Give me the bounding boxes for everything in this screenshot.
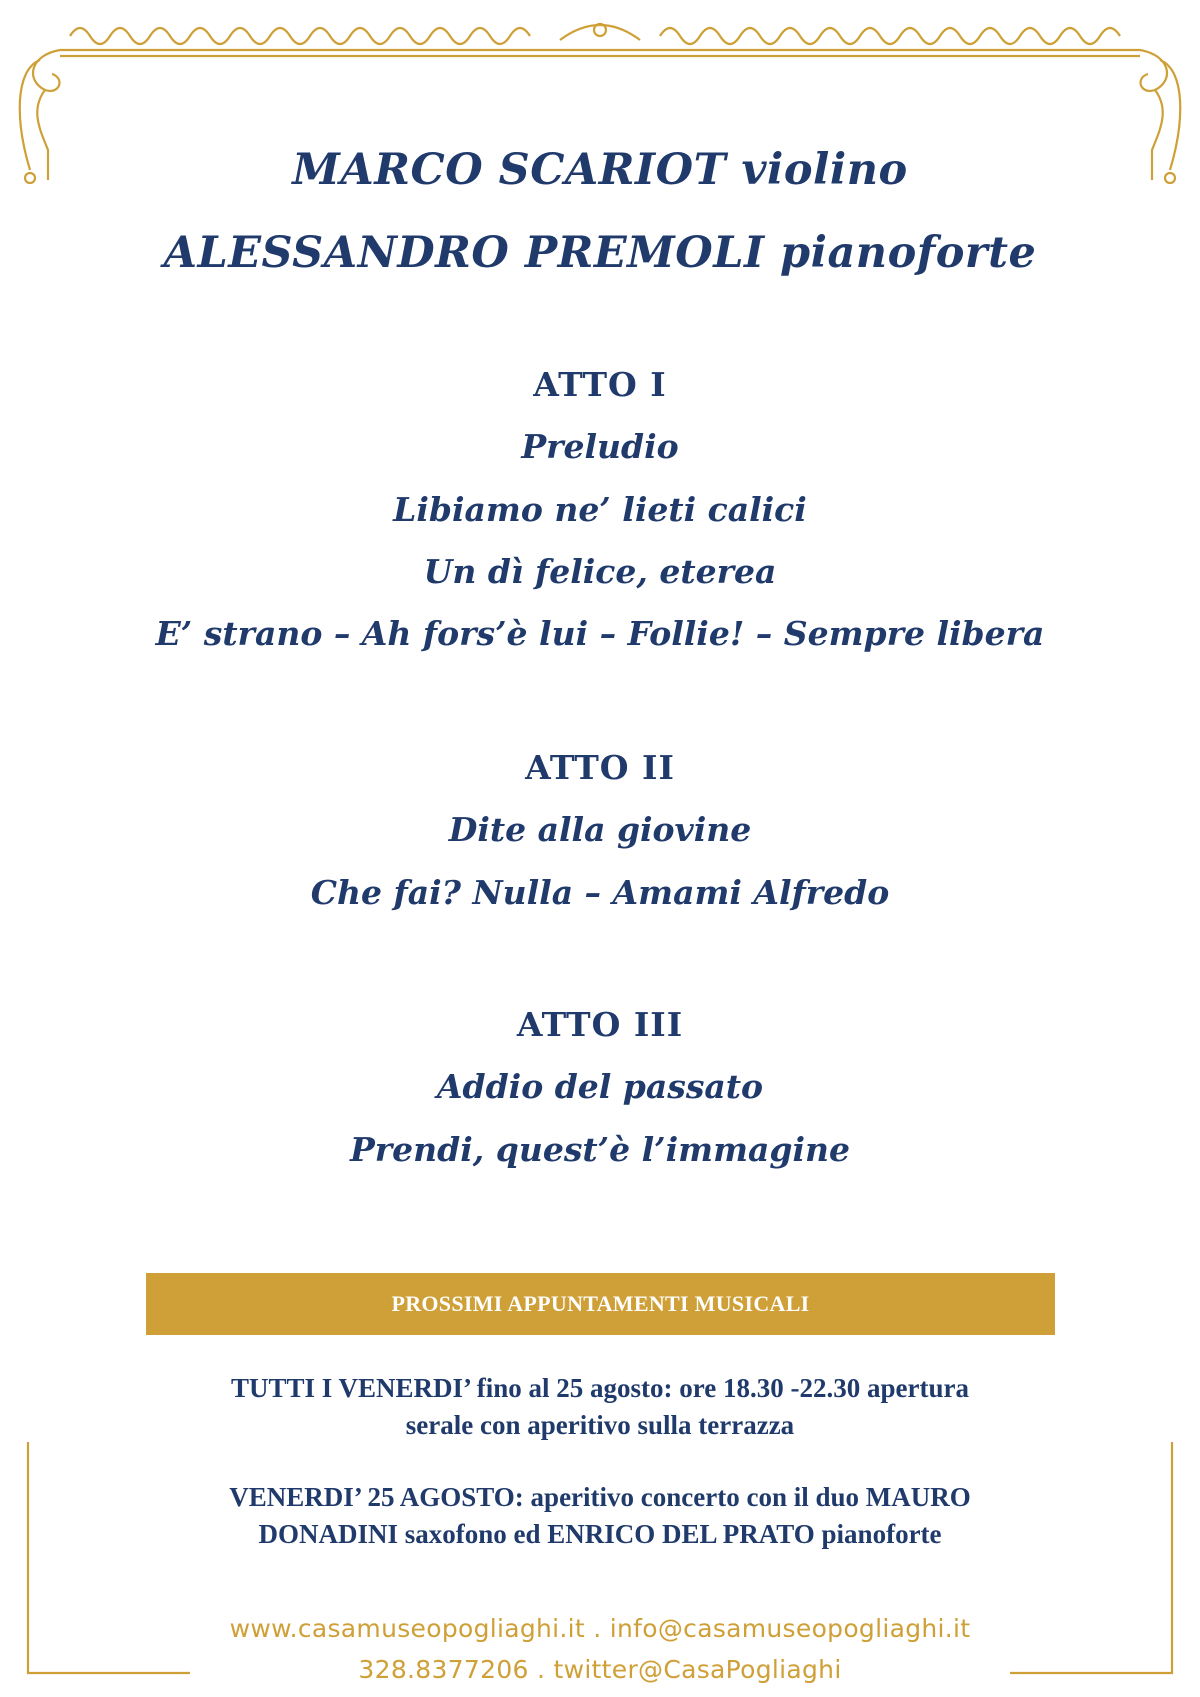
act-2-piece: Dite alla giovine xyxy=(448,810,752,849)
event-item xyxy=(0,1370,1200,1444)
act-3-title: ATTO III xyxy=(516,1005,684,1044)
act-1-piece: Un dì felice, eterea xyxy=(423,552,777,591)
event-line: serale con aperitivo sulla terrazza xyxy=(405,1410,795,1440)
event-line: TUTTI I VENERDI’ fino al 25 agosto: ore 18.30 -22.30 apertura xyxy=(230,1373,969,1403)
act-2-piece: Che fai? Nulla – Amami Alfredo xyxy=(310,873,890,912)
act-1-title: ATTO I xyxy=(533,365,667,404)
act-3-piece: Addio del passato xyxy=(436,1067,764,1106)
act-1-piece: Preludio xyxy=(521,427,679,466)
performer-piano: ALESSANDRO PREMOLI pianoforte xyxy=(163,228,1037,278)
act-1-piece: Libiamo ne’ lieti calici xyxy=(393,490,807,529)
top-frame-rail xyxy=(60,50,1140,56)
event-line: DONADINI saxofono ed ENRICO DEL PRATO pianoforte xyxy=(258,1519,942,1549)
act-2-title: ATTO II xyxy=(525,748,675,787)
act-1-piece: E’ strano – Ah fors’è lui – Follie! – Sempre libera xyxy=(155,614,1045,653)
event-item xyxy=(0,1479,1200,1553)
contact-web-email[interactable]: www.casamuseopogliaghi.it . info@casamuseopogliaghi.it xyxy=(229,1614,971,1643)
upcoming-events-banner xyxy=(146,1273,1055,1335)
banner-label: PROSSIMI APPUNTAMENTI MUSICALI xyxy=(391,1291,810,1316)
contact-phone-twitter[interactable]: 328.8377206 . twitter@CasaPogliaghi xyxy=(358,1655,842,1684)
top-scroll-ornaments xyxy=(70,24,1120,44)
performer-violin: MARCO SCARIOT violino xyxy=(292,145,908,195)
act-3-piece: Prendi, quest’è l’immagine xyxy=(349,1130,850,1169)
event-line: VENERDI’ 25 AGOSTO: aperitivo concerto con il duo MAURO xyxy=(229,1482,971,1512)
